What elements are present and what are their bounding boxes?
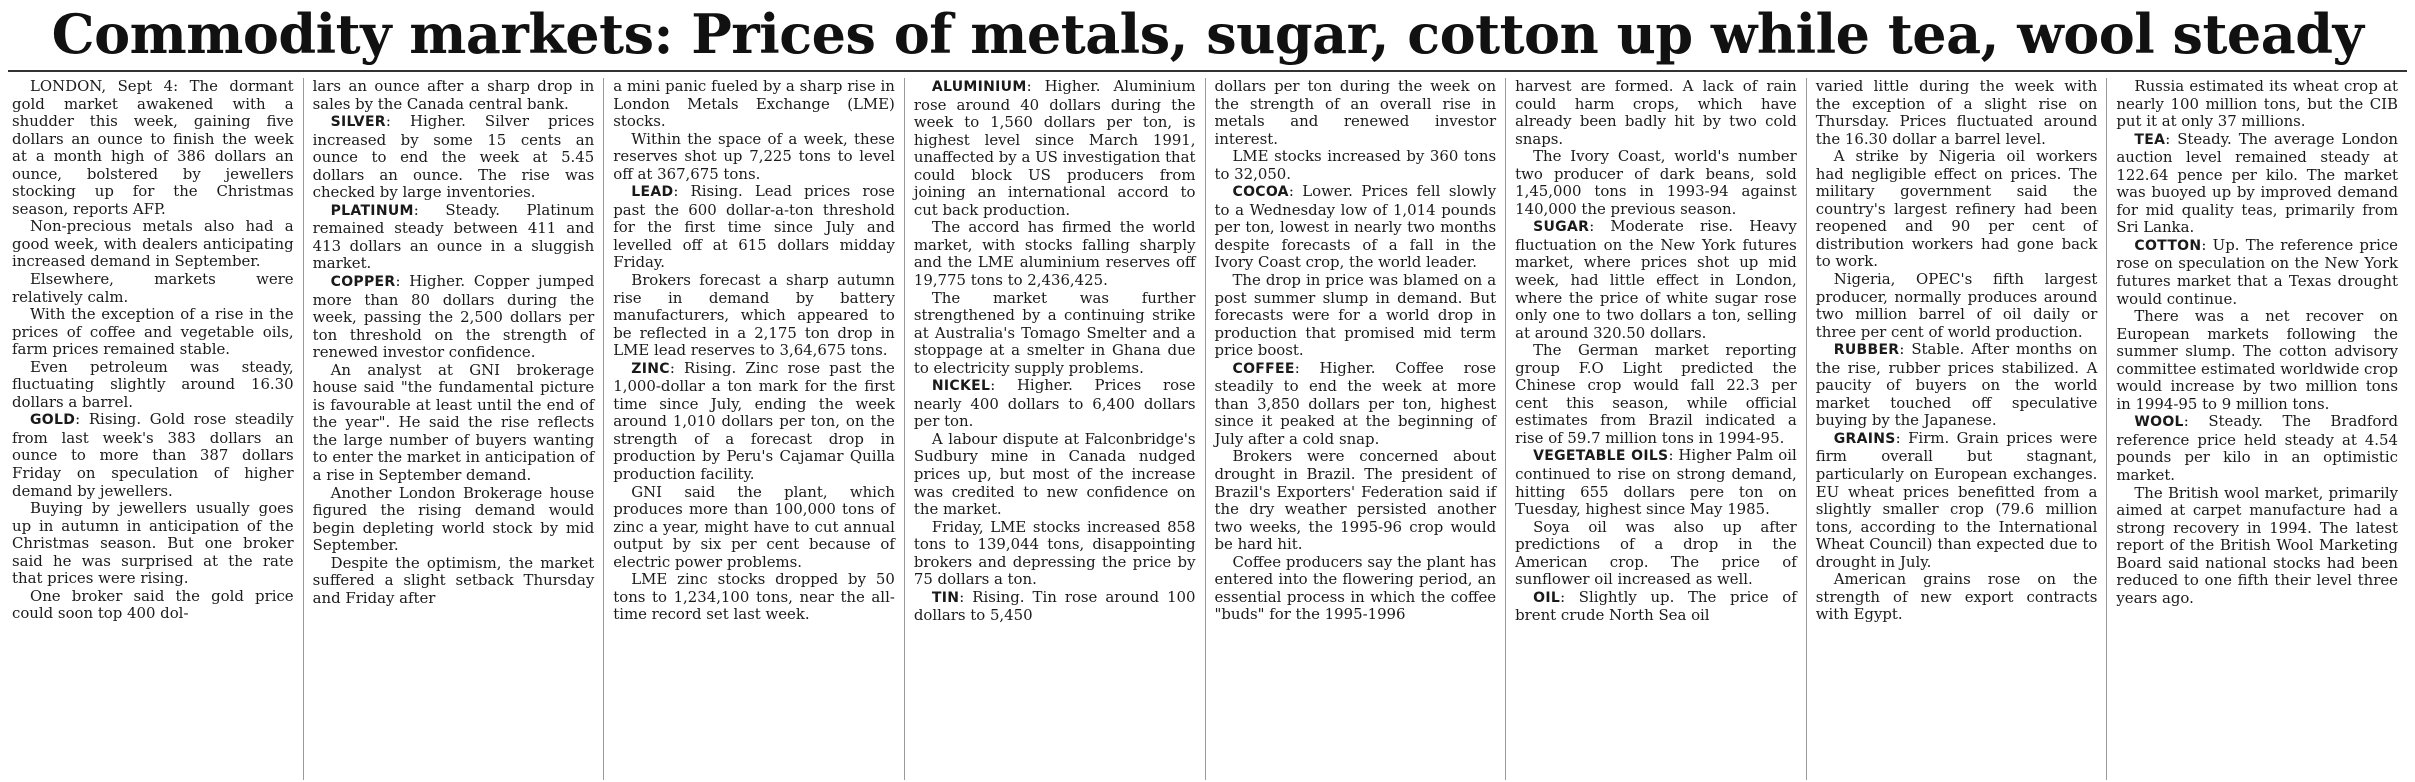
paragraph-text: Buying by jewellers usually goes up in autumn in anticipation of the Christmas season. But one broker said he was surprised at the rate that prices were rising.	[12, 499, 294, 588]
article-paragraph	[1515, 589, 1797, 625]
paragraph-text: : Moderate rise. Heavy fluctuation on the New York futures market, where prices shot up mid week, had little effect in London, where the price of white sugar rose only one to two dollars a ton, selling at around 320.50 dollars.	[1515, 217, 1797, 342]
article-paragraph	[313, 113, 595, 202]
commodity-label: PLATINUM	[330, 202, 414, 219]
paragraph-text: One broker said the gold price could soon top 400 dol-	[12, 586, 294, 623]
article-paragraph	[313, 485, 595, 555]
commodity-label: RUBBER	[1833, 342, 1900, 359]
paragraph-text: harvest are formed. A lack of rain could harm crops, which have already been badly hit by two cold snaps.	[1515, 78, 1797, 148]
article-paragraph	[1816, 271, 2098, 341]
article-paragraph	[2116, 237, 2398, 308]
article-paragraph	[1515, 218, 1797, 342]
paragraph-text: Soya oil was also up after predictions of a drop in the American crop. The price of sunflower oil increased as well.	[1515, 517, 1797, 589]
article-paragraph	[313, 273, 595, 362]
article-paragraph	[1816, 148, 2098, 271]
article-paragraph	[914, 219, 1196, 289]
paragraph-text: : Higher. Copper jumped more than 80 dollars during the week, passing the 2,500 dollars per ton threshold on the strength of renewed investor confidence.	[312, 272, 595, 362]
commodity-label: COPPER	[330, 274, 396, 291]
paragraph-text: Coffee producers say the plant has entered into the flowering period, an essential process in which the coffee "buds" for the 1995-1996	[1214, 552, 1497, 624]
paragraph-text: : Rising. Tin rose around 100 dollars to 5,450	[913, 587, 1196, 625]
article-paragraph	[914, 78, 1196, 219]
article-paragraph	[12, 271, 294, 306]
article-paragraph	[1816, 78, 2098, 148]
article-paragraph	[12, 359, 294, 412]
article-paragraph	[914, 431, 1196, 519]
article-paragraph	[613, 183, 895, 272]
paragraph-text: American grains rose on the strength of new export contracts with Egypt.	[1815, 570, 2098, 624]
paragraph-text: : Steady. The Bradford reference price held steady at 4.54 pounds per kilo in an optimistic market.	[2116, 412, 2398, 485]
paragraph-text: : Steady. Platinum remained steady between 411 and 413 dollars an ounce in a sluggish market.	[312, 200, 595, 273]
commodity-label: OIL	[1533, 589, 1561, 606]
paragraph-text: The drop in price was blamed on a post summer slump in demand. But forecasts were for a world drop in production that promised mid term price boost.	[1214, 271, 1497, 360]
paragraph-text: LONDON, Sept 4: The dormant gold market awakened with a shudder this week, gaining five dollars an ounce to finish the week at a month high of 386 dollars an ounce, bolstered by jewellers stocking up for the Christmas season, reports AFP.	[12, 78, 294, 218]
paragraph-text: Friday, LME stocks increased 858 tons to 139,044 tons, disappointing brokers and depressing the price by 75 dollars a ton.	[913, 517, 1196, 589]
paragraph-text: : Firm. Grain prices were firm overall but stagnant, particularly on European exchanges. EU wheat prices benefitted from a slightly smaller crop (79.6 million tons, according to the International Wheat Council) than expected due to drought in July.	[1815, 428, 2098, 571]
paragraph-text: The accord has firmed the world market, with stocks falling sharply and the LME aluminium reserves off 19,775 tons to 2,436,425.	[913, 218, 1196, 290]
paragraph-text: varied little during the week with the exception of a slight rise on Thursday. Prices fluctuated around the 16.30 dollar a barrel level.	[1815, 78, 2098, 148]
article-paragraph	[2116, 308, 2398, 413]
paragraph-text: : Higher. Aluminium rose around 40 dollars during the week to 1,560 dollars per ton, is highest level since March 1991, unaffected by a US investigation that could block US producers from joining an international accord to cut back production.	[913, 78, 1196, 219]
paragraph-text: A strike by Nigeria oil workers had negligible effect on prices. The military government said the country's largest refinery had been reopened and 90 per cent of distribution workers had gone back to work.	[1815, 147, 2098, 271]
article-paragraph	[613, 360, 895, 484]
paragraph-text: Non-precious metals also had a good week, with dealers anticipating increased demand in September.	[12, 217, 294, 271]
paragraph-text: : Higher. Coffee rose steadily to end the week at more than 3,850 dollars per ton, highest since it peaked at the beginning of July after a cold snap.	[1214, 358, 1497, 448]
commodity-label: GRAINS	[1833, 430, 1896, 447]
article-paragraph	[12, 78, 294, 218]
article-paragraph	[613, 484, 895, 572]
paragraph-text: Within the space of a week, these reserves shot up 7,225 tons to level off at 367,675 tons.	[613, 129, 895, 183]
commodity-label: LEAD	[631, 184, 674, 201]
paragraph-text: : Rising. Lead prices rose past the 600 dollar-a-ton threshold for the first time since July and levelled off at 615 dollars midday Friday.	[613, 182, 895, 272]
paragraph-text: With the exception of a rise in the prices of coffee and vegetable oils, farm prices remained stable.	[12, 305, 294, 359]
article-column-8	[2106, 78, 2407, 780]
article-column-2	[303, 78, 604, 780]
commodity-label: VEGETABLE OILS	[1533, 448, 1669, 465]
paragraph-text: : Slightly up. The price of brent crude North Sea oil	[1515, 587, 1797, 625]
article-columns	[8, 78, 2407, 780]
paragraph-text: The market was further strengthened by a continuing strike at Australia's Tomago Smelter and a stoppage at a smelter in Ghana due to electricity supply problems.	[913, 288, 1196, 377]
paragraph-text: Despite the optimism, the market suffered a slight setback Thursday and Friday after	[312, 553, 595, 607]
paragraph-text: : Lower. Prices fell slowly to a Wednesday low of 1,014 pounds per ton, lowest in nearly two months despite forecasts of a fall in the Ivory Coast crop, the world leader.	[1214, 182, 1497, 272]
article-paragraph	[1816, 341, 2098, 430]
article-paragraph	[2116, 413, 2398, 484]
article-paragraph	[613, 78, 895, 131]
commodity-label: NICKEL	[931, 378, 991, 395]
paragraph-text: lars an ounce after a sharp drop in sales by the Canada central bank.	[312, 78, 595, 113]
paragraph-text: Brokers forecast a sharp autumn rise in demand by battery manufacturers, which appeared to be reflected in a 2,175 ton drop in LME lead reserves to 3,64,675 tons.	[613, 271, 895, 360]
article-paragraph	[12, 500, 294, 588]
paragraph-text: The German market reporting group F.O Light predicted the Chinese crop would fall 22.3 per cent this season, while official estimates from Brazil indicated a rise of 59.7 million tons in 1994-95.	[1515, 341, 1797, 447]
article-paragraph	[12, 306, 294, 359]
article-paragraph	[313, 555, 595, 608]
paragraph-text: Another London Brokerage house figured the rising demand would begin depleting world stock by mid September.	[312, 483, 595, 555]
article-paragraph	[1816, 571, 2098, 624]
commodity-label: GOLD	[30, 412, 76, 429]
paragraph-text: : Rising. Gold rose steadily from last week's 383 dollars an ounce to more than 387 dollars Friday on speculation of higher demand by jewellers.	[12, 410, 294, 500]
paragraph-text: Even petroleum was steady, fluctuating slightly around 16.30 dollars a barrel.	[12, 357, 294, 411]
commodity-label: TEA	[2134, 131, 2166, 148]
commodity-label: SILVER	[330, 114, 386, 131]
paragraph-text: : Higher Palm oil continued to rise on strong demand, hitting 655 dollars pere ton on Tuesday, highest since May 1985.	[1515, 446, 1797, 519]
paragraph-text: : Stable. After months on the rise, rubber prices stabilized. A paucity of buyers on the world market touched off speculative buying by the Japanese.	[1815, 340, 2098, 430]
article-paragraph	[313, 362, 595, 485]
paragraph-text: The British wool market, primarily aimed at carpet manufacture had a strong recovery in 1994. The latest report of the British Wool Marketing Board said national stocks had been reduced to one fifth their level three years ago.	[2116, 483, 2398, 607]
article-paragraph	[613, 571, 895, 624]
article-paragraph	[914, 377, 1196, 431]
article-paragraph	[2116, 485, 2398, 608]
article-paragraph	[914, 589, 1196, 625]
article-paragraph	[914, 290, 1196, 378]
article-paragraph	[1215, 148, 1497, 183]
paragraph-text: GNI said the plant, which produces more than 100,000 tons of zinc a year, might have to cut annual output by six per cent because of electric power problems.	[613, 482, 895, 571]
article-paragraph	[2116, 131, 2398, 237]
commodity-label: ZINC	[631, 360, 670, 377]
article-column-7	[1806, 78, 2107, 780]
paragraph-text: Brokers were concerned about drought in Brazil. The president of Brazil's Exporters' Federation said if the dry weather persisted another two weeks, the 1995-96 crop would be hard hit.	[1214, 447, 1497, 554]
commodity-label: ALUMINIUM	[931, 79, 1027, 95]
article-paragraph	[12, 218, 294, 271]
commodity-label: WOOL	[2134, 414, 2184, 431]
article-paragraph	[1515, 148, 1797, 218]
commodity-label: TIN	[931, 589, 960, 606]
headline: Commodity markets: Prices of metals, sugar, cotton up while tea, wool steady	[8, 4, 2407, 72]
commodity-label: COTTON	[2134, 237, 2202, 254]
article-paragraph	[2116, 78, 2398, 131]
paragraph-text: : Higher. Prices rose nearly 400 dollars to 6,400 dollars per ton.	[913, 376, 1196, 431]
paragraph-text: LME zinc stocks dropped by 50 tons to 1,234,100 tons, near the all-time record set last week.	[613, 570, 895, 624]
paragraph-text: dollars per ton during the week on the strength of an overall rise in metals and renewed investor interest.	[1214, 78, 1497, 148]
article-paragraph	[1215, 78, 1497, 148]
paragraph-text: Nigeria, OPEC's fifth largest producer, normally produces around two million barrel of oil daily or three per cent of world production.	[1815, 270, 2098, 341]
article-paragraph	[1515, 447, 1797, 518]
paragraph-text: There was a net recover on European markets following the summer slump. The cotton advisory committee estimated worldwide crop would increase by two million tons in 1994-95 to 9 million tons.	[2116, 307, 2398, 413]
article-paragraph	[613, 131, 895, 184]
paragraph-text: Russia estimated its wheat crop at nearly 100 million tons, but the CIB put it at only 37 millions.	[2116, 78, 2398, 131]
article-column-3	[603, 78, 904, 780]
article-column-6	[1505, 78, 1806, 780]
article-paragraph	[1515, 342, 1797, 447]
article-column-5	[1205, 78, 1506, 780]
article-paragraph	[12, 411, 294, 500]
commodity-label: SUGAR	[1533, 219, 1590, 236]
article-paragraph	[1215, 272, 1497, 360]
paragraph-text: : Rising. Zinc rose past the 1,000-dollar a ton mark for the first time since July, ending the week around 1,010 dollars per ton, on the strength of a forecast drop in production by Peru's Cajamar Quilla production facility.	[613, 358, 895, 484]
paragraph-text: Elsewhere, markets were relatively calm.	[12, 270, 294, 306]
paragraph-text: : Steady. The average London auction level remained steady at 122.64 pence per kilo. The market was buoyed up by improved demand for mid quality teas, primarily from Sri Lanka.	[2116, 129, 2398, 237]
commodity-label: COCOA	[1232, 184, 1289, 201]
article-paragraph	[1215, 554, 1497, 624]
article-paragraph	[313, 202, 595, 273]
commodity-label: COFFEE	[1232, 360, 1295, 377]
article-paragraph	[914, 519, 1196, 589]
article-paragraph	[613, 272, 895, 360]
article-paragraph	[1215, 183, 1497, 272]
article-paragraph	[1215, 360, 1497, 449]
article-paragraph	[1215, 448, 1497, 553]
paragraph-text: : Higher. Silver prices increased by some 15 cents an ounce to end the week at 5.45 dollars an ounce. The rise was checked by large inventories.	[312, 112, 595, 202]
paragraph-text: LME stocks increased by 360 tons to 32,050.	[1214, 147, 1497, 183]
article-paragraph	[1515, 78, 1797, 148]
paragraph-text: The Ivory Coast, world's number two producer of dark beans, sold 1,45,000 tons in 1993-94 against 140,000 the previous season.	[1515, 147, 1797, 218]
article-paragraph	[12, 588, 294, 623]
paragraph-text: An analyst at GNI brokerage house said "the fundamental picture is favourable at least until the end of the year". He said the rise reflects the large number of buyers wanting to enter the market in anticipation of a rise in September demand.	[312, 360, 595, 485]
article-column-1	[8, 78, 303, 780]
article-paragraph	[1816, 430, 2098, 571]
paragraph-text: A labour dispute at Falconbridge's Sudbury mine in Canada nudged prices up, but most of the increase was credited to new confidence on the market.	[913, 429, 1196, 519]
paragraph-text: : Up. The reference price rose on speculation on the New York futures market that a Texas drought would continue.	[2116, 235, 2398, 308]
article-paragraph	[313, 78, 595, 113]
paragraph-text: a mini panic fueled by a sharp rise in London Metals Exchange (LME) stocks.	[613, 78, 895, 131]
article-column-4	[904, 78, 1205, 780]
article-paragraph	[1515, 519, 1797, 589]
